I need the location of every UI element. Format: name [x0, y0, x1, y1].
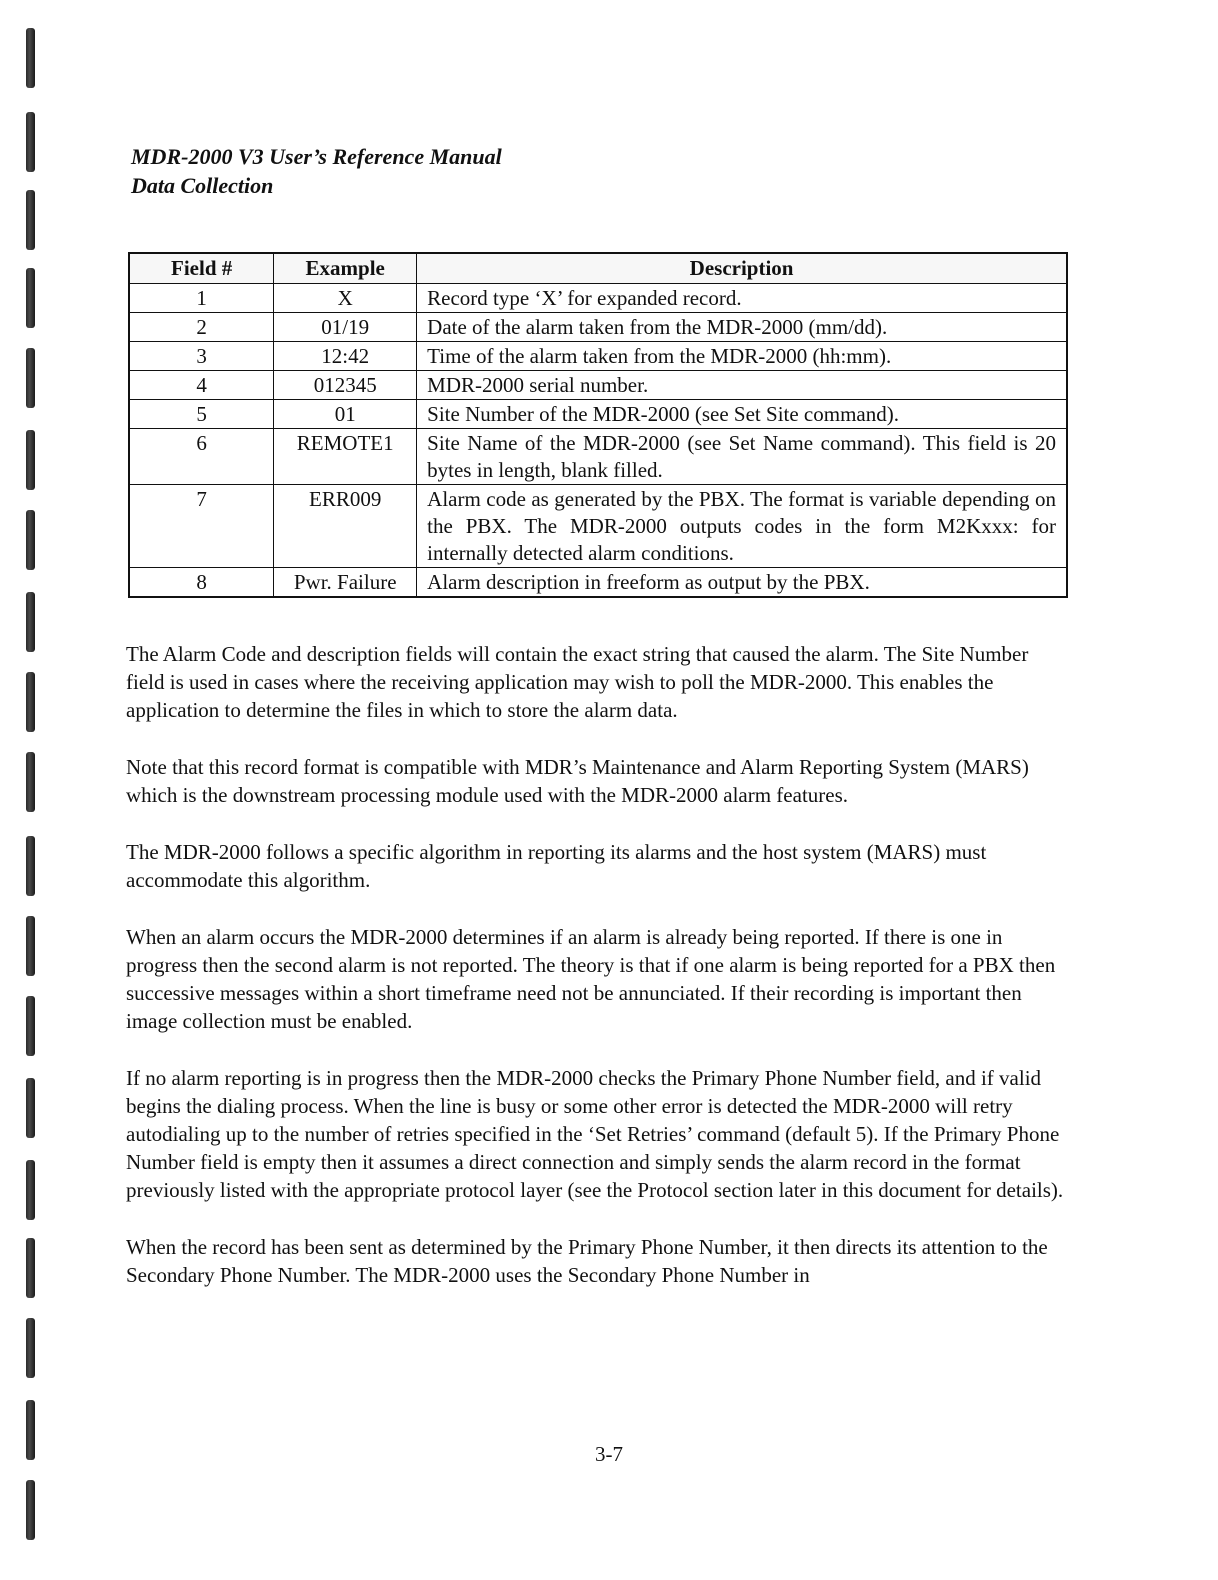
paragraph-secondary-phone: When the record has been sent as determined by the Primary Phone Number, it then directs its attention to the Secondary Phone Number. The MDR-2000 uses the Secondary Phone Number in [126, 1235, 1048, 1287]
field-number-cell: 3 [129, 342, 274, 371]
description-cell: Time of the alarm taken from the MDR-2000 (hh:mm). [417, 342, 1067, 371]
paragraph-primary-phone: If no alarm reporting is in progress then the MDR-2000 checks the Primary Phone Number field, and if valid begins the dialing process. When the line is busy or some other error is detected the MDR-2000 will retry autodialing up to the number of retries specified in the ‘Set Retries’ command (default 5). If the Primary Phone Number field is empty then it assumes a direct connection and simply sends the alarm record in the format previously listed with the appropriate protocol layer (see the Protocol section later in this document for details). [126, 1066, 1064, 1202]
paragraph-algorithm: The MDR-2000 follows a specific algorithm in reporting its alarms and the host system (MARS) must accommodate this algorithm. [126, 840, 987, 892]
binder-hole [26, 592, 35, 652]
description-cell: Alarm code as generated by the PBX. The format is variable depending on the PBX. The MDR-2000 outputs codes in the form M2Kxxx: for internally detected alarm conditions. [417, 485, 1067, 568]
field-table [128, 252, 1068, 598]
field-number-cell: 5 [129, 400, 274, 429]
table-row [129, 429, 1067, 485]
description-cell: Date of the alarm taken from the MDR-2000 (mm/dd). [417, 313, 1067, 342]
binder-hole [26, 672, 35, 732]
column-header-field: Field # [129, 253, 274, 284]
example-cell: ERR009 [274, 485, 417, 568]
binder-hole [26, 190, 35, 250]
table-row [129, 342, 1067, 371]
example-cell: 01 [274, 400, 417, 429]
field-number-cell: 6 [129, 429, 274, 485]
page-number: 3-7 [595, 1442, 623, 1466]
body-text [126, 640, 1066, 1318]
table-row [129, 400, 1067, 429]
example-cell: REMOTE1 [274, 429, 417, 485]
table-row [129, 371, 1067, 400]
table-row [129, 568, 1067, 598]
binder-hole [26, 1318, 35, 1378]
binder-hole [26, 1160, 35, 1220]
binder-hole [26, 268, 35, 328]
example-cell: Pwr. Failure [274, 568, 417, 598]
binder-hole [26, 348, 35, 408]
binder-hole [26, 916, 35, 976]
example-cell: X [274, 284, 417, 313]
field-number-cell: 4 [129, 371, 274, 400]
description-cell: Record type ‘X’ for expanded record. [417, 284, 1067, 313]
binder-hole [26, 28, 35, 88]
binder-hole [26, 1238, 35, 1298]
column-header-description: Description [417, 253, 1067, 284]
table-row [129, 485, 1067, 568]
field-number-cell: 7 [129, 485, 274, 568]
field-number-cell: 2 [129, 313, 274, 342]
description-cell: Alarm description in freeform as output by the PBX. [417, 568, 1067, 598]
example-cell: 12:42 [274, 342, 417, 371]
paragraph-alarm-code: The Alarm Code and description fields will contain the exact string that caused the alarm. The Site Number field is used in cases where the receiving application may wish to poll the MDR-2000. This enables the application to determine the files in which to store the alarm data. [126, 642, 1029, 722]
binder-hole [26, 510, 35, 570]
page-header [131, 142, 502, 200]
binder-hole [26, 1480, 35, 1540]
binder-hole [26, 752, 35, 812]
binder-hole [26, 112, 35, 172]
binder-hole [26, 996, 35, 1056]
example-cell: 012345 [274, 371, 417, 400]
description-cell: MDR-2000 serial number. [417, 371, 1067, 400]
example-cell: 01/19 [274, 313, 417, 342]
section-title: Data Collection [131, 173, 274, 198]
paragraph-alarm-occurs: When an alarm occurs the MDR-2000 determines if an alarm is already being reported. If there is one in progress then the second alarm is not reported. The theory is that if one alarm is being reported for a PBX then successive messages within a short timeframe need not be annunciated. If their recording is important then image collection must be enabled. [126, 925, 1056, 1033]
field-number-cell: 1 [129, 284, 274, 313]
manual-title: MDR-2000 V3 User’s Reference Manual [131, 144, 502, 169]
binder-hole [26, 430, 35, 490]
binder-hole [26, 1078, 35, 1138]
paragraph-mars-compatibility: Note that this record format is compatible with MDR’s Maintenance and Alarm Reporting System (MARS) which is the downstream processing module used with the MDR-2000 alarm features. [126, 755, 1029, 807]
description-cell: Site Number of the MDR-2000 (see Set Site command). [417, 400, 1067, 429]
binder-holes [20, 0, 46, 1580]
field-number-cell: 8 [129, 568, 274, 598]
table-row [129, 313, 1067, 342]
table-row [129, 284, 1067, 313]
description-cell: Site Name of the MDR-2000 (see Set Name command). This field is 20 bytes in length, blank filled. [417, 429, 1067, 485]
table-header-row [129, 253, 1067, 284]
binder-hole [26, 836, 35, 896]
column-header-example: Example [274, 253, 417, 284]
